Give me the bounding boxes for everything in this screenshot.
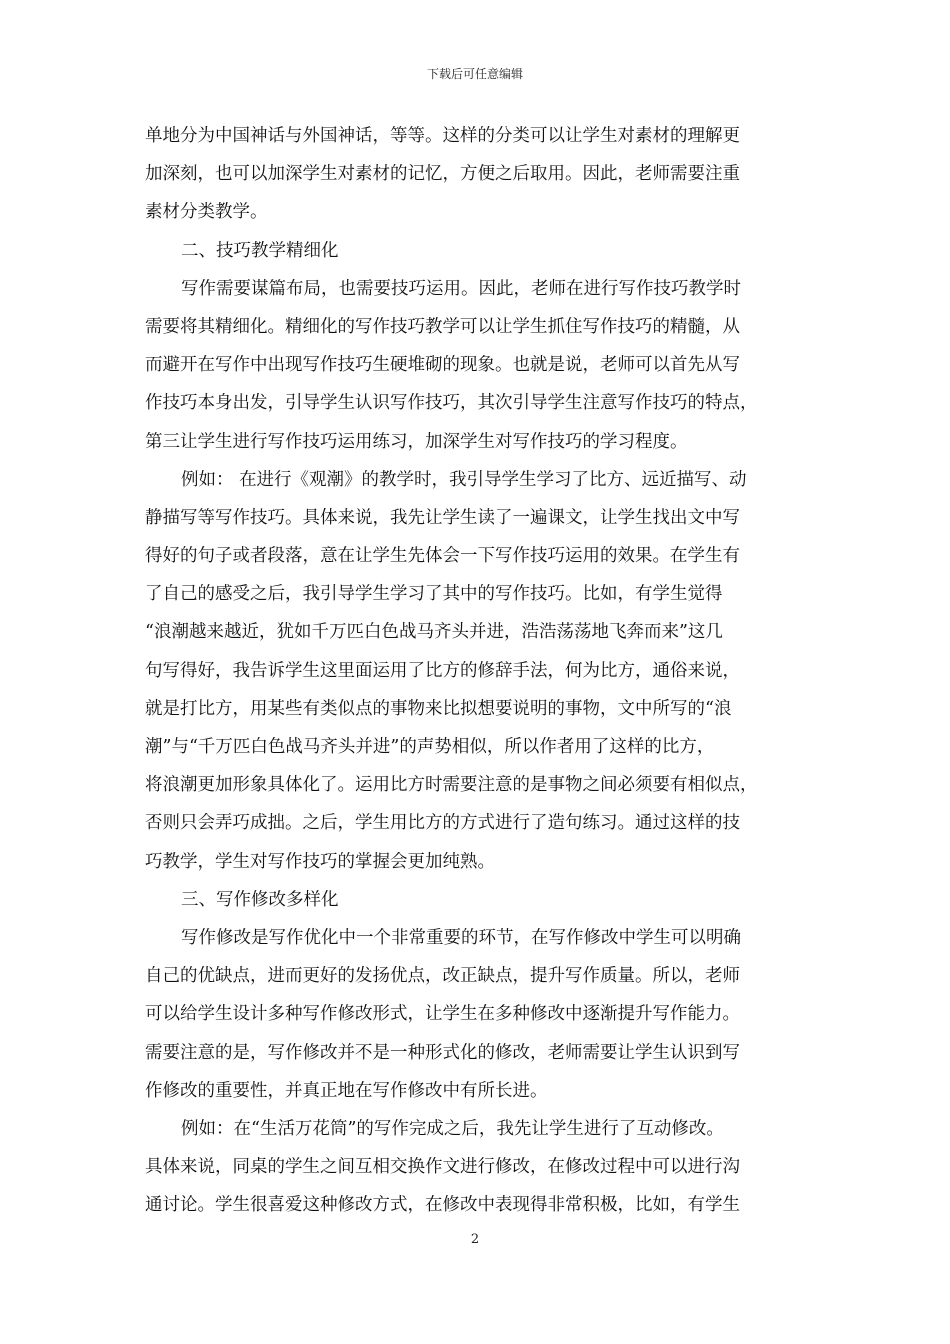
text-line: 静描写等写作技巧。具体来说，我先让学生读了一遍课文，让学生找出文中写 — [145, 507, 740, 528]
text-line: “浪潮越来越近，犹如千万匹白色战马齐头并进，浩浩荡荡地飞奔而来”这几 — [145, 622, 723, 643]
text-line: 否则只会弄巧成拙。之后，学生用比方的方式进行了造句练习。通过这样的技 — [145, 813, 740, 834]
page-number: 2 — [470, 1232, 480, 1247]
text-line: 句写得好，我告诉学生这里面运用了比方的修辞手法，何为比方，通俗来说， — [145, 660, 740, 681]
text-line: 第三让学生进行写作技巧运用练习，加深学生对写作技巧的学习程度。 — [145, 431, 688, 452]
text-line: 将浪潮更加形象具体化了。运用比方时需要注意的是事物之间必须要有相似点， — [145, 775, 758, 796]
text-line: 需要将其精细化。精细化的写作技巧教学可以让学生抓住写作技巧的精髓，从 — [145, 316, 740, 337]
text-line: 写作修改是写作优化中一个非常重要的环节，在写作修改中学生可以明确 — [181, 927, 741, 948]
text-line: 加深刻，也可以加深学生对素材的记忆，方便之后取用。因此，老师需要注重 — [145, 164, 740, 185]
text-line: 三、写作修改多样化 — [181, 889, 339, 910]
text-line: 例如：在“生活万花筒”的写作完成之后，我先让学生进行了互动修改。 — [181, 1118, 724, 1139]
text-line: 潮”与“千万匹白色战马齐头并进”的声势相似，所以作者用了这样的比方， — [145, 737, 715, 757]
text-line: 作修改的重要性，并真正地在写作修改中有所长进。 — [145, 1080, 548, 1101]
text-line: 具体来说，同桌的学生之间互相交换作文进行修改，在修改过程中可以进行沟 — [145, 1157, 740, 1178]
page-header: 下载后可任意编辑 — [426, 67, 523, 81]
text-line: 素材分类教学。 — [145, 202, 268, 223]
text-line: 例如： 在进行《观潮》的教学时，我引导学生学习了比方、远近描写、动 — [181, 469, 747, 490]
text-line: 写作需要谋篇布局，也需要技巧运用。因此，老师在进行写作技巧教学时 — [181, 278, 741, 299]
text-line: 单地分为中国神话与外国神话，等等。这样的分类可以让学生对素材的理解更 — [145, 126, 740, 146]
text-line: 可以给学生设计多种写作修改形式，让学生在多种修改中逐渐提升写作能力。 — [145, 1004, 740, 1025]
text-line: 需要注意的是，写作修改并不是一种形式化的修改，老师需要让学生认识到写 — [145, 1042, 740, 1063]
text-line: 得好的句子或者段落，意在让学生先体会一下写作技巧运用的效果。在学生有 — [145, 546, 740, 567]
text-line: 巧教学，学生对写作技巧的掌握会更加纯熟。 — [145, 851, 495, 872]
text-line: 通讨论。学生很喜爱这种修改方式，在修改中表现得非常积极，比如，有学生 — [145, 1195, 740, 1216]
text-line: 而避开在写作中出现写作技巧生硬堆砌的现象。也就是说，老师可以首先从写 — [145, 355, 740, 376]
text-line: 自己的优缺点，进而更好的发扬优点，改正缺点，提升写作质量。所以，老师 — [145, 966, 740, 987]
text-line: 了自己的感受之后，我引导学生学习了其中的写作技巧。比如，有学生觉得 — [145, 584, 723, 605]
body-text — [145, 117, 807, 1224]
text-line: 二、技巧教学精细化 — [181, 240, 339, 261]
text-line: 就是打比方，用某些有类似点的事物来比拟想要说明的事物，文中所写的“浪 — [145, 698, 732, 719]
text-line: 作技巧本身出发，引导学生认识写作技巧，其次引导学生注意写作技巧的特点， — [145, 393, 758, 414]
